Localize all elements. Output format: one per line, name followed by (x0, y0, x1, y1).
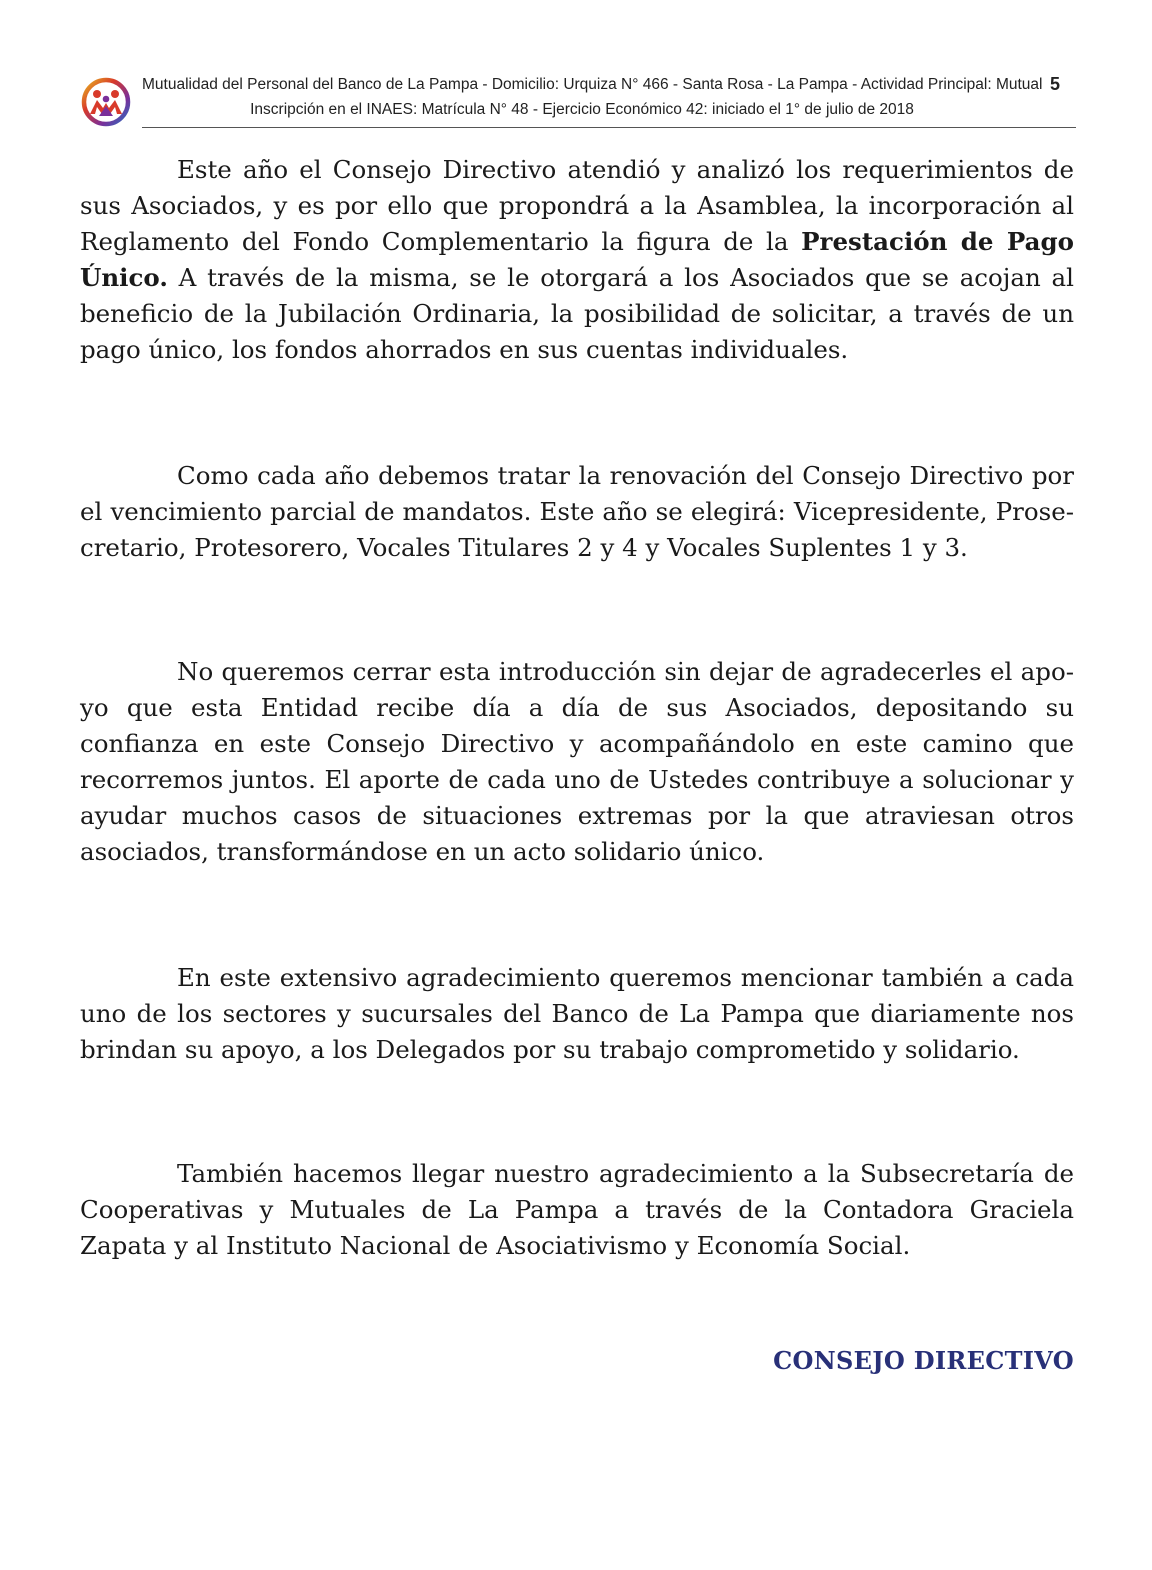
mutual-logo-icon (80, 76, 132, 128)
page-header (80, 72, 1076, 130)
header-line-1: Mutualidad del Personal del Banco de La Pampa - Domicilio: Urquiza N° 466 - Santa Rosa - La Pampa - Actividad Principal: Mutual (142, 76, 1043, 93)
page-number: 5 (1049, 74, 1060, 94)
paragraph-1 (80, 152, 1074, 368)
header-divider (142, 127, 1076, 128)
paragraph-2: Como cada año debemos tratar la renovación del Consejo Directivo por el vencimiento parcial de mandatos. Este año se elegirá: Vicepresidente, Prosecretario, Protesorero, Vocales Titulares 2 y 4 y Vocales Suplentes 1 y 3. (80, 461, 1074, 562)
body-content (80, 152, 1074, 1264)
paragraph-3: No queremos cerrar esta introducción sin dejar de agradecerles el apoyo que esta Entidad recibe día a día de sus Asociados, depositando su confianza en este Consejo Directivo y acompañándolo en este camino que recorremos juntos. El aporte de cada uno de Ustedes contribuye a solucionar y ayudar muchos casos de situaciones extremas por la que atraviesan otros asociados, transformándose en un acto solidario único. (80, 657, 1074, 866)
paragraph-1-text-a: Este año el Consejo Directivo atendió y analizó los requerimientos de sus Asociados, y es por ello que propondrá a la Asamblea, la incorporación al Reglamento del Fondo Complementario la figura de la (80, 155, 1074, 256)
paragraph-5: También hacemos llegar nuestro agradecimiento a la Subsecretaría de Cooperativas y Mutuales de La Pampa a través de la Contadora Graciela Zapata y al Instituto Nacional de Asociativismo y Economía Social. (80, 1159, 1074, 1260)
signature: CONSEJO DIRECTIVO (773, 1346, 1074, 1375)
paragraph-1-bold-term: Prestación de Pago Único. (80, 227, 1074, 292)
paragraph-4: En este extensivo agradecimiento queremos mencionar también a cada uno de los sectores y sucursales del Banco de La Pampa que diariamente nos brindan su apoyo, a los Delegados por su trabajo comprometido y solidario. (80, 963, 1074, 1064)
paragraph-1-text-b: A través de la misma, se le otorgará a los Asociados que se acojan al beneficio de la Jubilación Ordinaria, la posibilidad de solicitar, a través de un pago único, los fondos ahorrados en sus cuentas individuales. (80, 263, 1074, 364)
header-text (142, 72, 1043, 122)
header-line-2: Inscripción en el INAES: Matrícula N° 48 - Ejercicio Económico 42: iniciado el 1° de julio de 2018 (250, 101, 914, 118)
